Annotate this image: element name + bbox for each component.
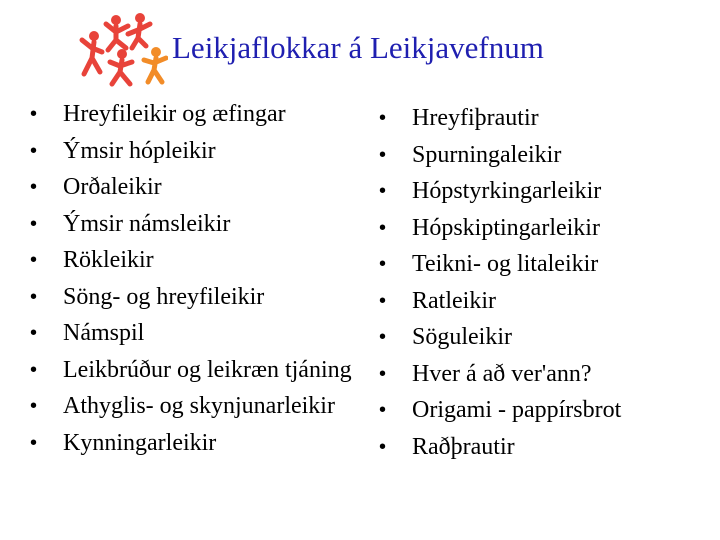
category-list-item [379, 283, 719, 320]
category-label: Teikni- og litaleikir [412, 251, 599, 277]
category-label: Hópstyrkingarleikir [412, 178, 602, 204]
category-label: Athyglis- og skynjunarleikir [63, 393, 335, 419]
category-label: Hver á að ver'ann? [412, 360, 592, 387]
bullet-icon: • [30, 431, 38, 454]
category-list-item [30, 242, 360, 279]
category-list-item [379, 210, 719, 247]
category-list-item [379, 137, 719, 174]
category-label: Orðaleikir [63, 174, 162, 200]
children-playing-logo [72, 8, 168, 88]
category-label: Origami - pappírsbrot [412, 397, 622, 423]
bullet-icon: • [379, 253, 387, 275]
right-category-list [379, 100, 719, 465]
category-list-item [379, 319, 719, 356]
bullet-icon: • [30, 139, 38, 162]
bullet-icon: • [379, 362, 387, 385]
category-list-item [30, 169, 360, 206]
category-label: Spurningaleikir [412, 141, 562, 168]
category-label: Leikbrúður og leikræn tjáning [63, 356, 352, 383]
bullet-icon: • [30, 322, 38, 344]
category-list-item [30, 388, 360, 425]
bullet-icon: • [30, 358, 38, 381]
bullet-icon: • [30, 103, 38, 125]
bullet-icon: • [379, 435, 387, 458]
bullet-icon: • [379, 326, 387, 348]
bullet-icon: • [30, 395, 38, 417]
category-list-item [379, 173, 719, 210]
category-list-item [30, 206, 360, 243]
category-list-item [379, 429, 719, 466]
category-list-item [30, 315, 360, 352]
bullet-icon: • [30, 249, 38, 271]
category-label: Kynningarleikir [63, 429, 217, 456]
category-list-item [30, 352, 360, 389]
category-list-item [30, 425, 360, 462]
bullet-icon: • [379, 399, 387, 421]
bullet-icon: • [379, 216, 387, 239]
bullet-icon: • [379, 289, 387, 312]
category-list-item [30, 96, 360, 133]
category-label: Hreyfileikir og æfingar [63, 101, 286, 127]
category-label: Hópskiptingarleikir [412, 214, 600, 241]
bullet-icon: • [30, 285, 38, 308]
category-label: Námspil [63, 320, 145, 346]
category-label: Raðþrautir [412, 433, 515, 460]
bullet-icon: • [379, 143, 387, 166]
bullet-icon: • [379, 180, 387, 202]
category-label: Rökleikir [63, 247, 154, 273]
page-title: Leikjaflokkar á Leikjavefnum [172, 30, 544, 65]
category-label: Hreyfiþrautir [412, 105, 539, 131]
bullet-icon: • [30, 176, 38, 198]
bullet-icon: • [30, 212, 38, 235]
category-list-item [30, 133, 360, 170]
category-label: Ýmsir hópleikir [63, 137, 216, 164]
category-label: Söguleikir [412, 324, 512, 350]
category-list-item [30, 279, 360, 316]
category-label: Ratleikir [412, 287, 496, 314]
category-label: Ýmsir námsleikir [63, 210, 231, 237]
category-label: Söng- og hreyfileikir [63, 283, 265, 310]
category-list-item [379, 392, 719, 429]
left-category-list [30, 96, 360, 461]
category-list-item [379, 356, 719, 393]
category-list-item [379, 246, 719, 283]
bullet-icon: • [379, 107, 387, 129]
category-list-item [379, 100, 719, 137]
